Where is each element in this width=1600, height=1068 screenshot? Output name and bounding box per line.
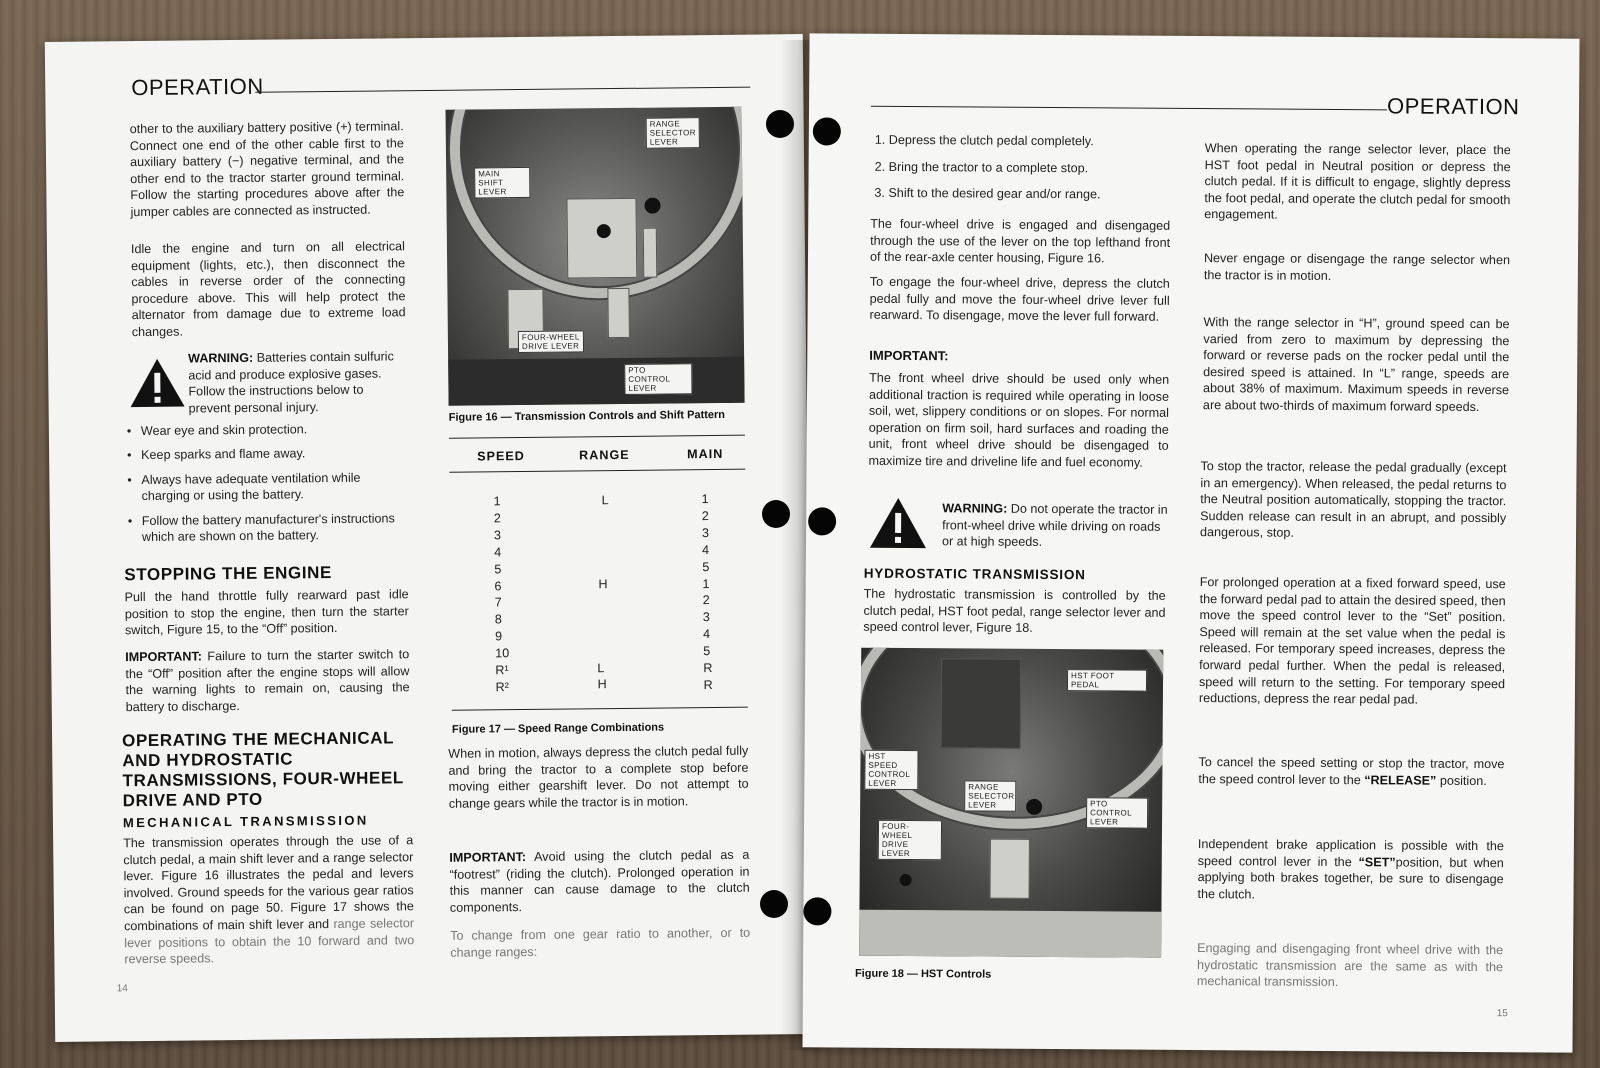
figure-18-pto-label: PTO CONTROL LEVER (1086, 797, 1148, 828)
table-main-column (702, 491, 734, 694)
figure-17-caption: Figure 17 — Speed Range Combinations (451, 721, 665, 736)
table-cell: 3 (702, 610, 710, 625)
table-cell: 1 (701, 492, 709, 507)
binder-hole (762, 500, 790, 528)
figure-16-pto-label: PTO CONTROL LEVER (624, 363, 692, 395)
road-warning-label: WARNING: (942, 501, 1008, 516)
figure-18-four-wheel-label: FOUR-WHEEL DRIVE LEVER (878, 820, 942, 860)
right-page-header: OPERATION (1386, 93, 1520, 120)
front-wheel-hydro-paragraph: Engaging and disengaging front wheel drive with the hydrostatic transmission are the same as with the mechanical transmission. (1196, 941, 1504, 990)
four-wheel-important-text: The front wheel drive should be used only when additional traction is required while operating in loose soil, wet, slippery conditions or on slopes. For normal operation on firm soil, hard surfaces and roading the unit, front wheel drive should be disengaged to maximize tire and driveline life and fuel economy. (868, 370, 1170, 470)
four-wheel-important-label: IMPORTANT: (869, 347, 949, 364)
brake-text-a: Independent brake application is possible with the speed control lever in the (1197, 837, 1504, 869)
figure-18-hst-foot-label: HST FOOT PEDAL (1067, 669, 1147, 692)
operating-transmissions-heading: OPERATING THE MECHANICAL AND HYDROSTATIC TRANSMISSIONS, FOUR-WHEEL DRIVE AND PTO (122, 728, 404, 811)
table-cell: 4 (494, 544, 502, 560)
cancel-speed-paragraph (1198, 754, 1504, 789)
table-cell: 4 (702, 627, 711, 642)
clutch-important-label: IMPORTANT: (449, 850, 527, 865)
battery-warning-text: Batteries contain sulfuric acid and produce explosive gases. Follow the instructions below to prevent personal injury. (188, 349, 394, 416)
list-item: 3. Shift to the desired gear and/or range. (874, 185, 1101, 202)
figure-16-four-wheel-label: FOUR-WHEEL DRIVE LEVER (518, 330, 584, 353)
clutch-important-text: Avoid using the clutch pedal as a “footrest” (riding the clutch). Prolonged operation in this manner can cause damage to the clutch components. (449, 847, 750, 915)
mechanical-transmission-text (123, 832, 414, 968)
binder-hole (760, 890, 788, 918)
binder-hole (766, 110, 794, 138)
battery-warning-label: WARNING: (188, 350, 254, 366)
table-cell: 2 (701, 508, 709, 524)
left-header-rule (255, 87, 750, 93)
left-page (45, 34, 813, 1042)
table-speed-column (494, 493, 526, 696)
ground-speed-paragraph: With the range selector in “H”, ground speed can be varied from zero to maximum by depressing the forward or reverse pads on the rocker pedal until the desired speed is attained. In “L” range, speeds are about 38% of maximum. Maximum speeds in reverse are about two-thirds of maximum forward speeds. (1202, 315, 1510, 414)
cancel-speed-release: “RELEASE” (1364, 772, 1437, 788)
stopping-important (125, 646, 410, 715)
left-page-number: 14 (116, 983, 128, 995)
table-cell: 2 (493, 511, 501, 526)
warning-triangle-icon (868, 496, 928, 550)
table-cell: 1 (702, 576, 710, 591)
binder-hole (803, 897, 831, 925)
table-cell: 10 (495, 646, 510, 661)
list-item: 2. Bring the tractor to a complete stop. (874, 159, 1089, 175)
cancel-speed-text-a: To cancel the speed setting or stop the tractor, move the speed control lever to the (1198, 755, 1505, 787)
brake-paragraph (1197, 836, 1503, 905)
battery-paragraph-2: Idle the engine and turn on all electrical equipment (lights, etc.), then disconnect the cables in reverse order of the connecting procedure above. This will help protect the alternator from damage due to extreme load changes. (130, 239, 406, 340)
binder-hole (808, 507, 836, 535)
binder-hole (813, 117, 841, 145)
fixed-speed-paragraph: For prolonged operation at a fixed forward speed, use the forward pedal pad to attain the desired speed, then move the speed control lever to the “Set” position. Speed will remain at the set value when the pedal is released. For temporary speed increases, depress the forward pedal further. When the pedal is released, speed will return to the setting. For temporary speed reductions, depress the rear pedal pad. (1198, 575, 1506, 707)
table-cell: 3 (701, 525, 710, 540)
table-header-range: RANGE (579, 447, 630, 463)
table-cell: 4 (702, 542, 710, 557)
stopping-important-label: IMPORTANT: (125, 649, 203, 665)
gear-change-steps (874, 132, 1175, 214)
table-cell: R (703, 678, 713, 693)
table-cell: 5 (494, 561, 502, 576)
cancel-speed-text-c: position. (1436, 773, 1487, 788)
table-bottom-rule (452, 707, 748, 711)
hydrostatic-heading: HYDROSTATIC TRANSMISSION (863, 565, 1086, 583)
four-wheel-road-warning (942, 500, 1168, 551)
table-range-reverse-h: H (597, 677, 607, 692)
mechanical-transmission-text-faint: range selector lever positions to obtain the 10 forward and two reverse speeds. (124, 916, 415, 967)
motion-paragraph: When in motion, always depress the clutch pedal fully and bring the tractor to a complete stop before moving either gearshift lever. Do not attempt to change gears while the tractor is in motion. (448, 743, 749, 811)
right-header-rule (871, 106, 1387, 111)
table-range-h: H (598, 577, 608, 592)
battery-warning (188, 348, 407, 417)
left-page-header: OPERATION (131, 73, 264, 101)
battery-safety-list (127, 420, 412, 553)
mechanical-transmission-heading: MECHANICAL TRANSMISSION (122, 812, 369, 831)
figure-16-main-shift-label: MAIN SHIFT LEVER (474, 167, 530, 199)
table-cell: 5 (703, 644, 711, 659)
clutch-important (449, 847, 750, 917)
stopping-engine-heading: STOPPING THE ENGINE (124, 563, 333, 585)
table-range-reverse-l: L (597, 661, 605, 676)
table-cell: 5 (702, 559, 710, 574)
stopping-engine-text: Pull the hand throttle fully rearward past idle position to stop the engine, then turn the starter switch, Figure 15, to the “Off” position. (124, 587, 409, 638)
stop-tractor-paragraph: To stop the tractor, release the pedal gradually (except in an emergency). When released, the pedal returns to the Neutral position automatically, stopping the tractor. Sudden release can result in an abrupt, and possibly dangerous, stop. (1200, 459, 1507, 541)
figure-18-photo (859, 648, 1163, 958)
list-item: • Follow the battery manufacturer's instructions which are shown on the battery. (128, 510, 412, 546)
four-wheel-paragraph: The four-wheel drive is engaged and disengaged through the use of the lever on the top lefthand front of the rear-axle center housing, Figure 16. (869, 216, 1171, 266)
figure-18-range-selector-label: RANGE SELECTOR LEVER (964, 780, 1016, 811)
table-cell: R (703, 661, 713, 676)
table-header-main: MAIN (687, 446, 724, 462)
engage-four-wheel-paragraph: To engage the four-wheel drive, depress the clutch pedal fully and move the four-wheel drive lever full rearward. To disengage, move the lever full forward. (869, 274, 1170, 324)
figure-18-hst-speed-label: HST SPEED CONTROL LEVER (864, 750, 918, 790)
right-page-number: 15 (1496, 1008, 1508, 1020)
hydrostatic-text: The hydrostatic transmission is controlled by the clutch pedal, HST foot pedal, range selector lever and speed control lever, Figure 18. (863, 586, 1166, 636)
table-cell: 1 (493, 494, 501, 509)
table-cell: 3 (493, 528, 502, 543)
table-cell: 6 (494, 578, 502, 593)
table-top-rule (449, 435, 745, 439)
list-item: • Keep sparks and flame away. (127, 445, 411, 464)
right-page (802, 33, 1579, 1052)
battery-paragraph-1: other to the auxiliary battery positive (+) terminal. Connect one end of the other cable first to the auxiliary battery (−) negative terminal, and the other end to the tractor starter ground terminal. Follow the starting procedures above after the jumper cables are connected as instructed. (129, 119, 405, 220)
list-item: 1. Depress the clutch pedal completely. (874, 132, 1094, 149)
mechanical-transmission-text-main: The transmission operates through the use of a clutch pedal, a main shift lever and a range selector lever. Figure 16 illustrates the pedal and levers involved. Ground speeds for the various gear ratios can be found on page 50. Figure 17 shows the combinations of main shift lever and (123, 833, 414, 934)
table-cell: 7 (494, 595, 502, 610)
figure-16-photo (446, 107, 745, 406)
warning-triangle-icon (128, 357, 187, 410)
brake-text-c: position, but when applying both brakes together, be sure to disengage the clutch. (1197, 855, 1504, 902)
table-cell: 8 (494, 612, 502, 627)
figure-16-range-selector-label: RANGE SELECTOR LEVER (646, 117, 700, 149)
figure-18-caption: Figure 18 — HST Controls (854, 967, 992, 981)
table-header-speed: SPEED (477, 448, 525, 464)
table-header-rule (449, 469, 745, 473)
brake-set: “SET” (1358, 854, 1396, 870)
range-selector-motion-paragraph: Never engage or disengage the range selector when the tractor is in motion. (1203, 251, 1511, 283)
table-cell: R² (495, 680, 509, 695)
stopping-important-text: Failure to turn the starter switch to the “Off” position after the engine stops will allow the warning lights to remain on, causing the battery to discharge. (125, 647, 410, 714)
table-cell: 9 (494, 629, 503, 644)
road-warning-text: Do not operate the tractor in front-wheel drive while driving on roads or at high speeds. (941, 501, 1168, 550)
range-selector-paragraph: When operating the range selector lever, place the HST foot pedal in Neutral position or depress the clutch pedal. If it is difficult to engage, slightly depress the foot pedal, and operate the clutch pedal for smooth engagement. (1204, 141, 1511, 222)
change-gear-paragraph: To change from one gear ratio to another, or to change ranges: (450, 925, 751, 960)
table-cell: R¹ (495, 663, 509, 678)
list-item: • Always have adequate ventilation while charging or using the battery. (127, 469, 411, 505)
table-cell: 2 (702, 593, 710, 608)
table-range-l: L (601, 493, 609, 508)
figure-16-caption: Figure 16 — Transmission Controls and Shift Pattern (448, 408, 726, 424)
list-item: • Wear eye and skin protection. (127, 420, 411, 439)
